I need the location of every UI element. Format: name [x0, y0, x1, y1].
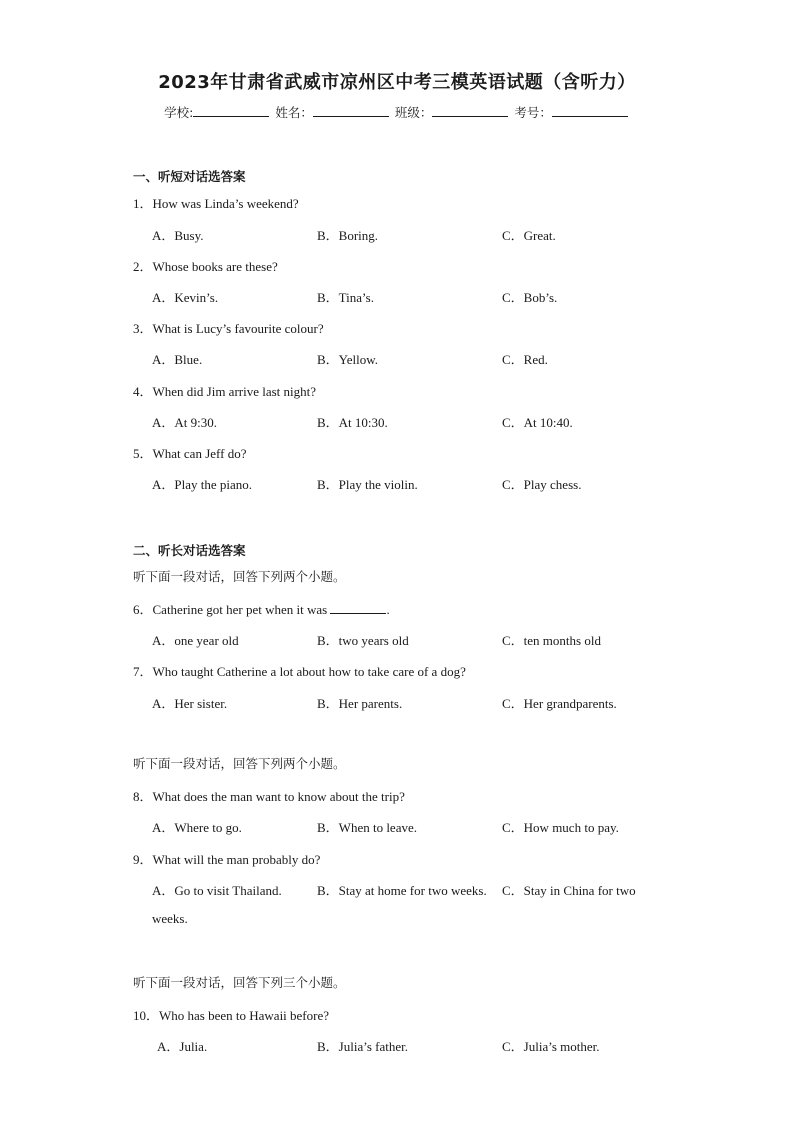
page-title: 2023年甘肃省武威市凉州区中考三模英语试题（含听力） [158, 72, 636, 93]
option-c: C．Stay in China for two [502, 883, 636, 898]
option-c: C．Red. [502, 352, 548, 367]
option-a: A．one year old [152, 633, 239, 648]
option-c: C．At 10:40. [502, 415, 573, 430]
option-a: A．Blue. [152, 352, 203, 367]
option-c: C．Play chess. [502, 477, 582, 492]
school-label: 学校: [164, 105, 194, 120]
option-a: A．Go to visit Thailand. [152, 883, 282, 898]
student-info-line [0, 103, 794, 121]
option-c: C．Great. [502, 228, 556, 243]
option-a: A．Play the piano. [152, 477, 253, 492]
instruction: 听下面一段对话，回答下列两个小题。 [133, 756, 346, 771]
option-b: B．Play the violin. [317, 477, 418, 492]
class-blank[interactable] [432, 104, 508, 117]
question-stem: 9．What will the man probably do? [133, 852, 321, 867]
question-stem: 3．What is Lucy’s favourite colour? [133, 321, 324, 336]
option-b: B．Tina’s. [317, 290, 374, 305]
name-blank[interactable] [313, 104, 389, 117]
option-b: B．At 10:30. [317, 415, 388, 430]
question-stem: 5．What can Jeff do? [133, 446, 247, 461]
question-stem: 1．How was Linda’s weekend? [133, 196, 299, 211]
question-stem: 10．Who has been to Hawaii before? [133, 1008, 330, 1023]
question-stem: 2．Whose books are these? [133, 259, 278, 274]
option-c: C．How much to pay. [502, 820, 619, 835]
option-c-continued: weeks. [152, 911, 188, 926]
option-b: B．Yellow. [317, 352, 379, 367]
option-b: B．Stay at home for two weeks. [317, 883, 487, 898]
name-label: 姓名： [275, 105, 313, 120]
answer-blank [330, 602, 386, 614]
option-a: A．Busy. [152, 228, 204, 243]
option-a: A．Kevin’s. [152, 290, 219, 305]
question-stem: 7．Who taught Catherine a lot about how to take care of a dog? [133, 664, 466, 679]
option-c: C．Her grandparents. [502, 696, 617, 711]
class-label: 班级： [394, 105, 433, 120]
question-stem: 8．What does the man want to know about the trip? [133, 789, 405, 804]
option-c: C．Julia’s mother. [502, 1039, 600, 1054]
option-a: A．Julia. [157, 1039, 208, 1054]
option-b: B．two years old [317, 633, 409, 648]
instruction: 听下面一段对话，回答下列三个小题。 [133, 975, 346, 990]
exam-no-label: 考号： [514, 105, 552, 120]
section-heading: 二、听长对话选答案 [133, 543, 246, 558]
question-stem: 6．Catherine got her pet when it was . [133, 602, 390, 617]
option-a: A．Where to go. [152, 820, 242, 835]
section-heading: 一、听短对话选答案 [133, 169, 246, 184]
school-blank[interactable] [193, 104, 269, 117]
question-6-text: 6．Catherine got her pet when it was [133, 602, 328, 617]
exam-no-blank[interactable] [552, 104, 628, 117]
option-b: B．When to leave. [317, 820, 417, 835]
option-a: A．Her sister. [152, 696, 228, 711]
option-b: B．Julia’s father. [317, 1039, 408, 1054]
instruction: 听下面一段对话，回答下列两个小题。 [133, 569, 346, 584]
option-b: B．Her parents. [317, 696, 403, 711]
option-a: A．At 9:30. [152, 415, 218, 430]
question-stem: 4．When did Jim arrive last night? [133, 384, 317, 399]
option-c: C．Bob’s. [502, 290, 558, 305]
option-c: C．ten months old [502, 633, 601, 648]
option-b: B．Boring. [317, 228, 379, 243]
